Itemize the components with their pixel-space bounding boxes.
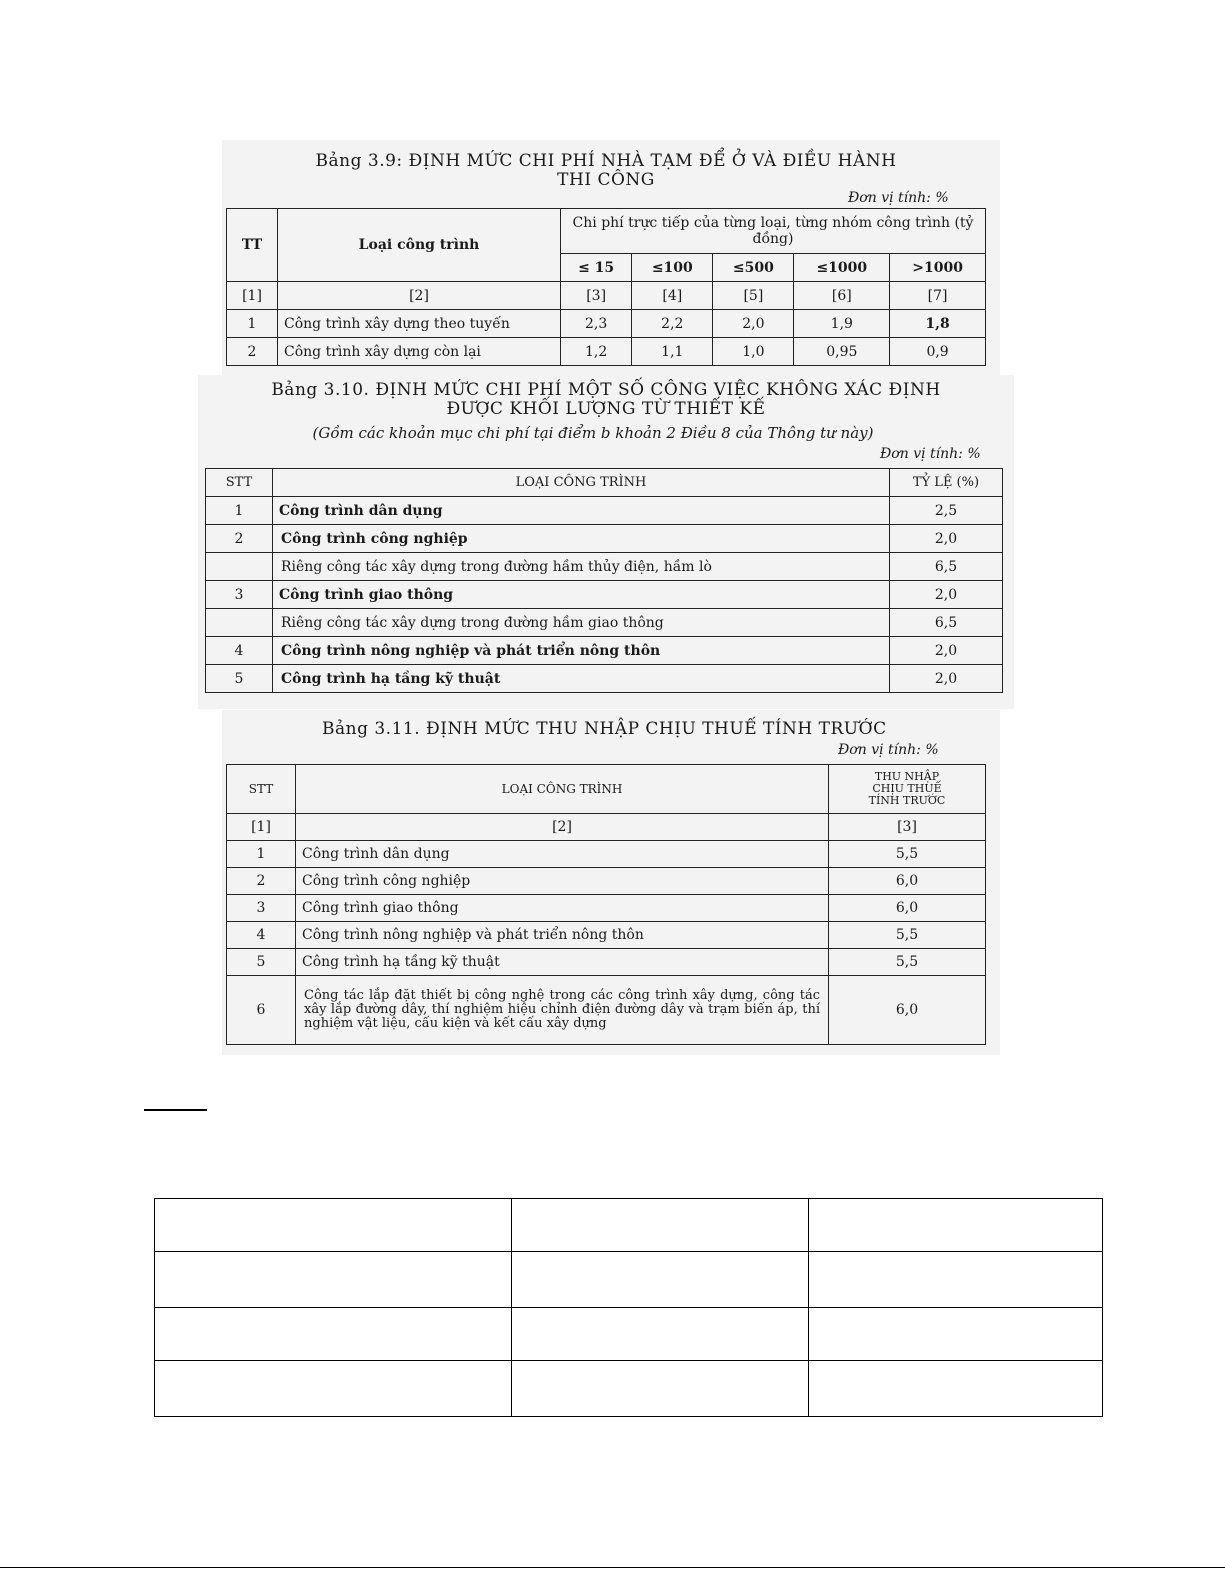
header-col-2: ≤100: [632, 254, 713, 282]
empty-cell: [512, 1199, 809, 1252]
cell-name: Công trình giao thông: [296, 895, 829, 922]
index-cell: [3]: [829, 814, 986, 841]
cell-name: Công trình nông nghiệp và phát triển nông thôn: [296, 922, 829, 949]
empty-cell: [809, 1252, 1103, 1308]
table-3-9-title: [226, 152, 986, 190]
cell-stt: 2: [227, 868, 296, 895]
cell-stt: 2: [206, 525, 273, 553]
index-cell: [2]: [296, 814, 829, 841]
header-rate: TỶ LỆ (%): [890, 469, 1003, 497]
empty-table: [154, 1198, 1103, 1417]
table-3-10-title: [198, 381, 1014, 419]
cell-stt: 4: [206, 637, 273, 665]
cell-name: Công trình giao thông: [273, 581, 890, 609]
table-row: [227, 895, 986, 922]
empty-cell: [512, 1361, 809, 1417]
header-col-4: ≤1000: [794, 254, 890, 282]
table-3-9-unit: Đơn vị tính: %: [848, 190, 949, 206]
table-row: [155, 1252, 1103, 1308]
cell-value: 5,5: [829, 922, 986, 949]
cell-value: 1,8: [890, 310, 986, 338]
table-3-10-note: (Gồm các khoản mục chi phí tại điểm b khoản 2 Điều 8 của Thông tư này): [312, 424, 874, 442]
header-type: LOẠI CÔNG TRÌNH: [296, 765, 829, 814]
table-3-10-title-line1: Bảng 3.10. ĐỊNH MỨC CHI PHÍ MỘT SỐ CÔNG VIỆC KHÔNG XÁC ĐỊNH: [271, 380, 941, 400]
cell-value: 2,3: [561, 310, 632, 338]
header-income-line1: THU NHẬP: [874, 770, 940, 783]
cell-stt: 3: [206, 581, 273, 609]
cell-value: 2,2: [632, 310, 713, 338]
cell-rate: 6,5: [890, 609, 1003, 637]
empty-cell: [809, 1199, 1103, 1252]
cell-value: 6,0: [829, 976, 986, 1045]
table-row: [206, 581, 1003, 609]
cell-value: 1,1: [632, 338, 713, 366]
cell-name: Công trình nông nghiệp và phát triển nông thôn: [273, 637, 890, 665]
table-row: [227, 976, 986, 1045]
table-row: [227, 814, 986, 841]
index-cell: [2]: [278, 282, 561, 310]
table-row: [227, 922, 986, 949]
table-3-9: [226, 208, 986, 366]
header-income-line3: TÍNH TRƯỚC: [868, 794, 946, 807]
header-stt: STT: [206, 469, 273, 497]
table-row: [206, 553, 1003, 581]
cell-value: 0,95: [794, 338, 890, 366]
table-row: [227, 310, 986, 338]
cell-name: Công trình công nghiệp: [296, 868, 829, 895]
header-col-1: ≤ 15: [561, 254, 632, 282]
cell-stt: 1: [227, 841, 296, 868]
cell-name: Công trình xây dựng theo tuyến: [278, 310, 561, 338]
table-row: [155, 1308, 1103, 1361]
empty-cell: [155, 1308, 512, 1361]
table-row: [206, 609, 1003, 637]
empty-cell: [512, 1308, 809, 1361]
cell-value: 5,5: [829, 841, 986, 868]
cell-tt: 2: [227, 338, 278, 366]
table-3-9-title-line1: Bảng 3.9: ĐỊNH MỨC CHI PHÍ NHÀ TẠM ĐỂ Ở VÀ ĐIỀU HÀNH: [315, 151, 897, 171]
cell-value: 0,9: [890, 338, 986, 366]
cell-name: Công trình dân dụng: [273, 497, 890, 525]
table-3-9-title-line2: THI CÔNG: [557, 170, 655, 190]
cell-stt: [206, 553, 273, 581]
cell-name: Riêng công tác xây dựng trong đường hầm thủy điện, hầm lò: [273, 553, 890, 581]
index-cell: [3]: [561, 282, 632, 310]
table-row: [227, 949, 986, 976]
cell-tt: 1: [227, 310, 278, 338]
table-row: [227, 841, 986, 868]
table-row: [206, 665, 1003, 693]
index-cell: [4]: [632, 282, 713, 310]
table-row: [206, 525, 1003, 553]
cell-name: Riêng công tác xây dựng trong đường hầm giao thông: [273, 609, 890, 637]
header-col-3: ≤500: [713, 254, 794, 282]
index-cell: [1]: [227, 814, 296, 841]
cell-rate: 2,5: [890, 497, 1003, 525]
cell-name: Công trình dân dụng: [296, 841, 829, 868]
table-row: [227, 338, 986, 366]
table-row: [155, 1361, 1103, 1417]
cell-name: Công trình hạ tầng kỹ thuật: [273, 665, 890, 693]
table-3-11-unit: Đơn vị tính: %: [838, 742, 939, 758]
header-group: Chi phí trực tiếp của từng loại, từng nhóm công trình (tỷ đồng): [561, 209, 986, 254]
header-stt: STT: [227, 765, 296, 814]
header-type: Loại công trình: [278, 209, 561, 282]
cell-value: 5,5: [829, 949, 986, 976]
cell-name: Công tác lắp đặt thiết bị công nghệ trong các công trình xây dựng, công tác xây lắp đường dây, thí nghiệm hiệu chỉnh điện đường dây và trạm biến áp, thí nghiệm vật liệu, cấu kiện và kết cấu xây dựng: [296, 976, 829, 1045]
cell-stt: 3: [227, 895, 296, 922]
cell-stt: 4: [227, 922, 296, 949]
table-row: [206, 497, 1003, 525]
table-3-10: [205, 468, 1003, 693]
index-cell: [6]: [794, 282, 890, 310]
cell-stt: 5: [227, 949, 296, 976]
cell-name: Công trình hạ tầng kỹ thuật: [296, 949, 829, 976]
empty-cell: [809, 1308, 1103, 1361]
header-income: [829, 765, 986, 814]
table-row: [227, 868, 986, 895]
cell-stt: 6: [227, 976, 296, 1045]
cell-rate: 2,0: [890, 665, 1003, 693]
empty-cell: [155, 1252, 512, 1308]
table-3-11: [226, 764, 986, 1045]
cell-rate: 2,0: [890, 581, 1003, 609]
cell-value: 6,0: [829, 868, 986, 895]
cell-value: 1,9: [794, 310, 890, 338]
empty-cell: [155, 1199, 512, 1252]
table-row: [227, 282, 986, 310]
cell-stt: 1: [206, 497, 273, 525]
cell-stt: [206, 609, 273, 637]
table-row: [206, 637, 1003, 665]
page-bottom-line: [0, 1567, 1225, 1568]
cell-value: 1,0: [713, 338, 794, 366]
underline-mark: [144, 1109, 207, 1111]
header-col-5: >1000: [890, 254, 986, 282]
empty-cell: [809, 1361, 1103, 1417]
index-cell: [1]: [227, 282, 278, 310]
cell-stt: 5: [206, 665, 273, 693]
cell-rate: 6,5: [890, 553, 1003, 581]
index-cell: [7]: [890, 282, 986, 310]
header-type: LOẠI CÔNG TRÌNH: [273, 469, 890, 497]
cell-rate: 2,0: [890, 525, 1003, 553]
empty-cell: [512, 1252, 809, 1308]
cell-name: Công trình xây dựng còn lại: [278, 338, 561, 366]
cell-rate: 2,0: [890, 637, 1003, 665]
header-income-line2: CHỊU THUẾ: [872, 782, 942, 795]
header-tt: TT: [227, 209, 278, 282]
cell-value: 2,0: [713, 310, 794, 338]
table-row: [155, 1199, 1103, 1252]
table-3-10-title-line2: ĐƯỢC KHỐI LƯỢNG TỪ THIẾT KẾ: [446, 399, 766, 419]
cell-value: 6,0: [829, 895, 986, 922]
table-3-11-title: Bảng 3.11. ĐỊNH MỨC THU NHẬP CHỊU THUẾ TÍNH TRƯỚC: [322, 719, 887, 739]
cell-name: Công trình công nghiệp: [273, 525, 890, 553]
cell-value: 1,2: [561, 338, 632, 366]
index-cell: [5]: [713, 282, 794, 310]
table-3-10-unit: Đơn vị tính: %: [880, 446, 981, 462]
empty-cell: [155, 1361, 512, 1417]
